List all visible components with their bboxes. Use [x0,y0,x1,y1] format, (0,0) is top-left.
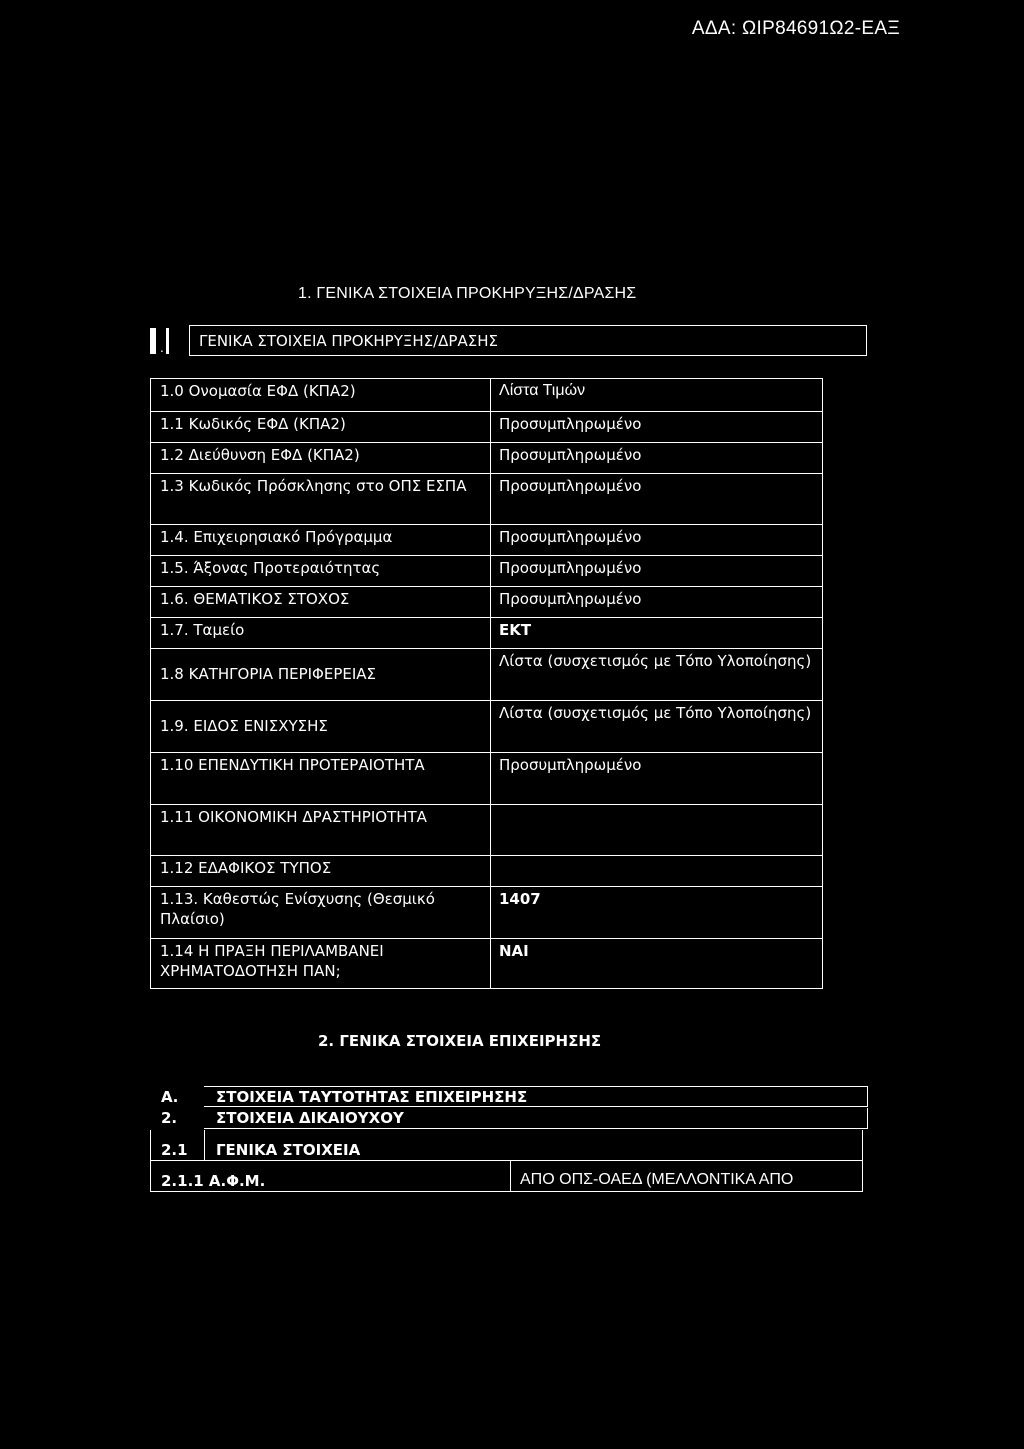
row-value [491,856,823,887]
table-row [151,887,823,939]
afm-value: ΑΠΟ ΟΠΣ-ΟΑΕΔ (ΜΕΛΛΟΝΤΙΚΑ ΑΠΟ [520,1171,794,1188]
ada-code: ΑΔΑ: ΩΙΡ84691Ω2-ΕΑΞ [691,18,900,39]
row-label: 1.2 Διεύθυνση ΕΦΔ (ΚΠΑ2) [151,443,491,474]
row-value: Λίστα (συσχετισμός με Τόπο Υλοποίησης) [491,649,823,701]
section1-box-title: ΓΕΝΙΚΑ ΣΤΟΙΧΕΙΑ ΠΡΟΚΗΡΥΞΗΣ/ΔΡΑΣΗΣ [189,325,867,356]
row-value: ΕΚΤ [491,618,823,649]
table-row [151,856,823,887]
row-label: 1.1 Κωδικός ΕΦΔ (ΚΠΑ2) [151,412,491,443]
row-value: Προσυμπληρωμένο [491,525,823,556]
section2-title: 2. ΓΕΝΙΚΑ ΣΤΟΙΧΕΙΑ ΕΠΙΧΕΙΡΗΣΗΣ [318,1032,602,1050]
section-marker: . [150,326,172,356]
identity-number: Α. [161,1088,179,1106]
table-row [151,939,823,989]
row-label: 1.12 ΕΔΑΦΙΚΟΣ ΤΥΠΟΣ [151,856,491,887]
row-value: Προσυμπληρωμένο [491,556,823,587]
afm-row [150,1161,863,1191]
table-row [151,618,823,649]
table-row [151,443,823,474]
afm-label: 2.1.1 Α.Φ.Μ. [161,1172,266,1190]
row-label: 1.3 Κωδικός Πρόσκλησης στο ΟΠΣ ΕΣΠΑ [151,474,491,525]
general-data-row [150,1130,863,1160]
general-data-number: 2.1 [161,1141,188,1159]
table-row [151,587,823,618]
row-label: 1.14 Η ΠΡΑΞΗ ΠΕΡΙΛΑΜΒΑΝΕΙ ΧΡΗΜΑΤΟΔΟΤΗΣΗ ΠΑΝ; [151,939,491,989]
row-value [491,805,823,856]
general-data-label: ΓΕΝΙΚΑ ΣΤΟΙΧΕΙΑ [216,1141,361,1159]
row-label: 1.5. Άξονας Προτεραιότητας [151,556,491,587]
row-value: Λίστα (συσχετισμός με Τόπο Υλοποίησης) [491,701,823,753]
table-row [151,556,823,587]
identity-row [150,1086,868,1107]
section1-title: 1. ΓΕΝΙΚΑ ΣΤΟΙΧΕΙΑ ΠΡΟΚΗΡΥΞΗΣ/ΔΡΑΣΗΣ [298,285,637,302]
beneficiary-label: ΣΤΟΙΧΕΙΑ ΔΙΚΑΙΟΥΧΟΥ [216,1109,404,1127]
row-value: Προσυμπληρωμένο [491,753,823,805]
row-label: 1.7. Ταμείο [151,618,491,649]
table-row [151,412,823,443]
row-value: Προσυμπληρωμένο [491,443,823,474]
table-row [151,474,823,525]
table-row [151,525,823,556]
table-row [151,649,823,701]
row-value: Λίστα Τιμών [491,379,823,412]
general-info-table [150,378,823,989]
row-label: 1.4. Επιχειρησιακό Πρόγραμμα [151,525,491,556]
row-label: 1.10 ΕΠΕΝΔΥΤΙΚΗ ΠΡΟΤΕΡΑΙΟΤΗΤΑ [151,753,491,805]
table-row [151,379,823,412]
table-row [151,701,823,753]
table-row [151,753,823,805]
row-value: Προσυμπληρωμένο [491,474,823,525]
row-label: 1.0 Ονομασία ΕΦΔ (ΚΠΑ2) [151,379,491,412]
row-value: 1407 [491,887,823,939]
beneficiary-row [150,1108,868,1129]
row-value: Προσυμπληρωμένο [491,412,823,443]
beneficiary-number: 2. [161,1109,178,1127]
row-value: ΝΑΙ [491,939,823,989]
row-value: Προσυμπληρωμένο [491,587,823,618]
row-label: 1.9. ΕΙΔΟΣ ΕΝΙΣΧΥΣΗΣ [151,701,491,753]
table-row [151,805,823,856]
row-label: 1.11 ΟΙΚΟΝΟΜΙΚΗ ΔΡΑΣΤΗΡΙΟΤΗΤΑ [151,805,491,856]
row-label: 1.6. ΘΕΜΑΤΙΚΟΣ ΣΤΟΧΟΣ [151,587,491,618]
identity-label: ΣΤΟΙΧΕΙΑ ΤΑΥΤΟΤΗΤΑΣ ΕΠΙΧΕΙΡΗΣΗΣ [216,1088,528,1106]
row-label: 1.8 ΚΑΤΗΓΟΡΙΑ ΠΕΡΙΦΕΡΕΙΑΣ [151,649,491,701]
row-label: 1.13. Καθεστώς Ενίσχυσης (Θεσμικό Πλαίσιο) [151,887,491,939]
